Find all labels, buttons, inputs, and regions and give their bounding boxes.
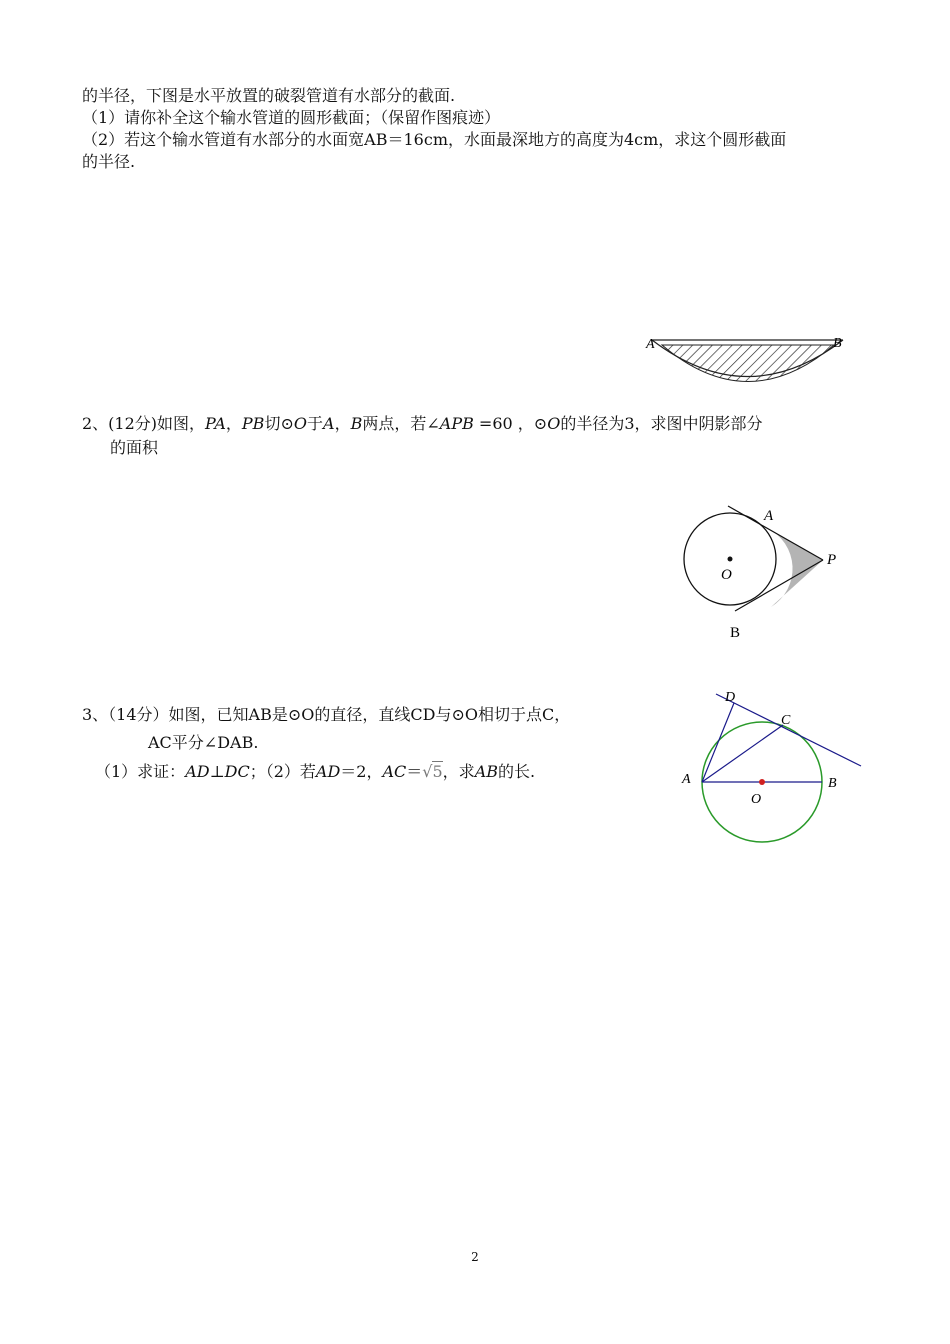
diameter-tangent-figure <box>672 683 872 848</box>
q1-line-4: 的半径. <box>82 152 136 171</box>
q2-line-2: 的面积 <box>110 438 159 457</box>
fig1-label-b: B <box>833 336 842 351</box>
q3-line-1: 3、（14分）如图，已知AB是⊙O的直径，直线CD与⊙O相切于点C， <box>82 705 571 724</box>
fig3-label-d: D <box>725 690 736 705</box>
fig3-label-b: B <box>828 776 837 791</box>
page-number: 2 <box>471 1250 479 1264</box>
fig2-label-a: A <box>764 508 774 524</box>
pipe-section-figure <box>640 328 860 388</box>
q1-line-1: 的半径，下图是水平放置的破裂管道有水部分的截面. <box>82 86 456 105</box>
tangent-circle-figure <box>675 500 850 645</box>
fig3-label-a: A <box>682 772 691 787</box>
fig1-label-a: A <box>646 337 655 352</box>
fig2-label-o: O <box>721 567 732 583</box>
q1-line-3: （2）若这个输水管道有水部分的水面宽AB＝16cm，水面最深地方的高度为4cm，求这个圆形截面 <box>82 130 787 149</box>
q1-line-2: （1）请你补全这个输水管道的圆形截面；（保留作图痕迹） <box>82 108 501 127</box>
sqrt-five: √5 <box>422 762 443 781</box>
fig3-label-o: O <box>751 792 762 807</box>
fig2-label-b: B <box>730 625 741 641</box>
q3-line-2: AC平分∠DAB. <box>148 733 259 752</box>
q2-line-1: 2、(12分)如图，PA，PB切⊙O于A，B两点，若∠APB =60 ，⊙O的半径为3，求图中阴影部分 <box>82 414 763 433</box>
fig3-label-c: C <box>781 713 791 728</box>
fig2-label-p: P <box>827 552 837 568</box>
q3-line-3: （1）求证：AD⊥DC；（2）若AD＝2，AC＝√5，求AB的长. <box>95 762 536 781</box>
